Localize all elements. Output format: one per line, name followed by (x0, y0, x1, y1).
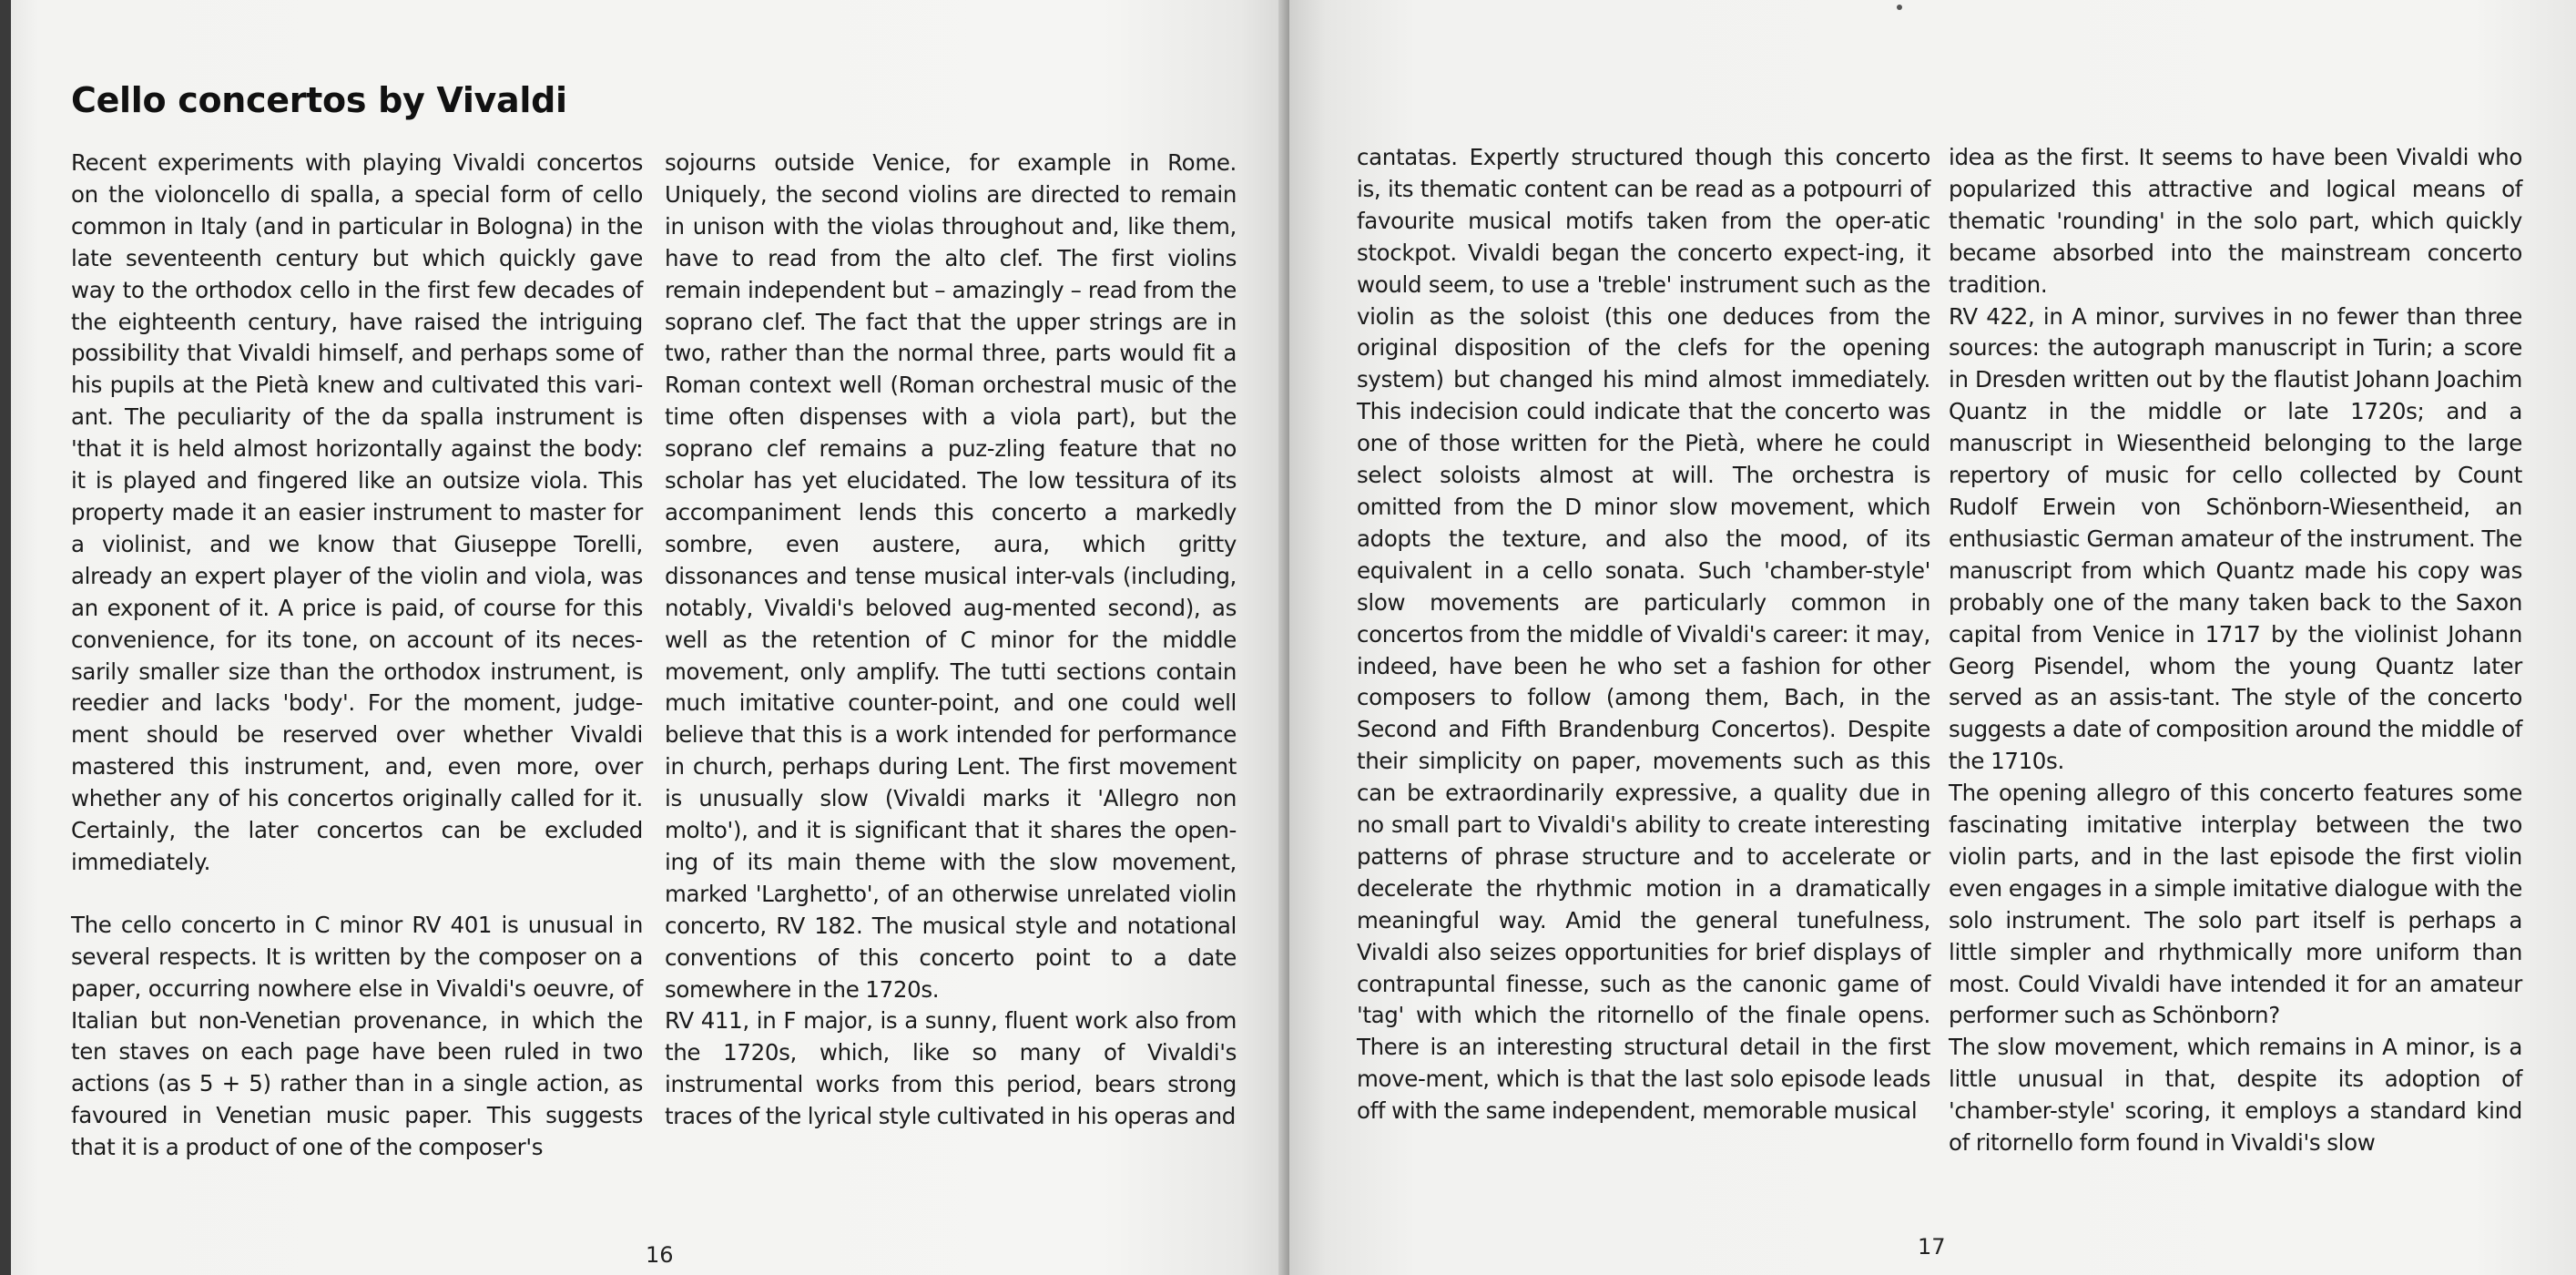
page-number: 17 (1918, 1234, 1946, 1260)
column-1 (71, 148, 643, 1164)
paragraph: idea as the first. It seems to have been Vivaldi who popularized this attractive and logical means of thematic 'rounding' in the solo part, which quickly became absorbed into the mainstream concerto tradition. (1949, 144, 2522, 298)
paragraph: RV 411, in F major, is a sunny, fluent work also from the 1720s, which, like so many of Vivaldi's instrumental works from this period, bears strong traces of the lyrical style cultivated in his operas and (665, 1007, 1237, 1130)
page-16 (11, 0, 1289, 1275)
paragraph: sojourns outside Venice, for example in Rome. Uniquely, the second violins are directed to remain in unison with the violas throughout and, like them, have to read from the alto clef. The first violins remain independent but – amazingly – read from the soprano clef. The fact that the upper strings are in two, rather than the normal three, parts would fit a Roman context well (Roman orchestral music of the time often dispenses with a viola part), but the soprano clef remains a puz-zling feature that no scholar has yet elucidated. The low tessitura of its accompaniment lends this concerto a markedly sombre, even austere, aura, which gritty dissonances and tense musical inter-vals (including, notably, Vivaldi's beloved aug-mented second), as well as the retention of C minor for the middle movement, only amplify. The tutti sections contain much imitative counter-point, and one could well believe that this is a work intended for performance in church, perhaps during Lent. The first movement is unusually slow (Vivaldi marks it 'Allegro non molto'), and it is significant that it shares the open-ing of its main theme with the slow movement, marked 'Larghetto', of an otherwise unrelated violin concerto, RV 182. The musical style and notational conventions of this concerto point to a date somewhere in the 1720s. (665, 149, 1237, 1003)
print-mark (1897, 5, 1902, 10)
column-4 (1949, 142, 2522, 1159)
page-number: 16 (646, 1242, 674, 1268)
page-17 (1289, 0, 2576, 1275)
column-2 (665, 148, 1237, 1133)
paragraph: cantatas. Expertly structured though this concerto is, its thematic content can be read as a potpourri of favourite musical motifs taken from the oper-atic stockpot. Vivaldi began the concerto expect-ing, it would seem, to use a 'treble' instrument such as the violin as the soloist (this one deduces from the original disposition of the clefs for the opening system) but changed his mind almost immediately. This indecision could indicate that the concerto was one of those written for the Pietà, where he could select soloists almost at will. The orchestra is omitted from the D minor slow movement, which adopts the texture, and also the mood, of its equivalent in a cello sonata. Such 'chamber-style' slow movements are particularly common in concertos from the middle of Vivaldi's career: it may, indeed, have been he who set a fashion for other composers to follow (among them, Bach, in the Second and Fifth Brandenburg Concertos). Despite their simplicity on paper, movements such as this can be extraordinarily expressive, a quality due in no small part to Vivaldi's ability to create interesting patterns of phrase structure and to accelerate or decelerate the rhythmic motion in a dramatically meaningful way. Amid the general tunefulness, Vivaldi also seizes opportunities for brief displays of contrapuntal finesse, such as the canonic game of 'tag' with which the ritornello of the finale opens. There is an interesting structural detail in the first move-ment, which is that the last solo episode leads off with the same independent, memorable musical (1357, 144, 1930, 1125)
column-3 (1357, 142, 1930, 1127)
paragraph: The cello concerto in C minor RV 401 is unusual in several respects. It is written by the composer on a paper, occurring nowhere else in Vivaldi's oeuvre, of Italian but non-Venetian provenance, in which the ten staves on each page have been ruled in two actions (as 5 + 5) rather than in a single action, as favoured in Venetian music paper. This suggests that it is a product of one of the composer's (71, 911, 643, 1161)
paragraph: RV 422, in A minor, survives in no fewer than three sources: the autograph manuscript in Turin; a score in Dresden written out by the flautist Johann Joachim Quantz in the middle or late 1720s; and a manuscript in Wiesentheid belonging to the large repertory of music for cello collected by Count Rudolf Erwein von Schönborn-Wiesentheid, an enthusiastic German amateur of the instrument. The manuscript from which Quantz made his copy was probably one of the many taken back to the Saxon capital from Venice in 1717 by the violinist Johann Georg Pisendel, whom the young Quantz later served as an assis-tant. The style of the concerto suggests a date of composition around the middle of the 1710s. (1949, 302, 2522, 775)
paragraph: The slow movement, which remains in A minor, is a little unusual in that, despite its adoption of 'chamber-style' scoring, it employs a standard kind of ritornello form found in Vivaldi's slow (1949, 1034, 2522, 1157)
paragraph: The opening allegro of this concerto features some fascinating imitative interplay between the two violin parts, and in the last episode the first violin even engages in a simple imitative dialogue with the solo instrument. The solo part itself is perhaps a little simpler and rhythmically more uniform than most. Could Vivaldi have intended it for an amateur performer such as Schönborn? (1949, 780, 2522, 1029)
article-heading: Cello concertos by Vivaldi (71, 80, 567, 120)
paragraph: Recent experiments with playing Vivaldi concertos on the violoncello di spalla, a special form of cello common in Italy (and in particular in Bologna) in the late seventeenth century but which quickly gave way to the orthodox cello in the first few decades of the eighteenth century, have raised the intriguing possibility that Vivaldi himself, and perhaps some of his pupils at the Pietà knew and cultivated this vari-ant. The peculiarity of the da spalla instrument is 'that it is held almost horizontally against the body: it is played and fingered like an outsize viola. This property made it an easier instrument to master for a violinist, and we know that Giuseppe Torelli, already an expert player of the violin and viola, was an exponent of it. A price is paid, of course for this convenience, for its tone, on account of its neces-sarily smaller size than the orthodox instrument, is reedier and lacks 'body'. For the moment, judge-ment should be reserved over whether Vivaldi mastered this instrument, and, even more, over whether any of his concertos originally called for it. Certainly, the later concertos can be excluded immediately. (71, 149, 643, 875)
